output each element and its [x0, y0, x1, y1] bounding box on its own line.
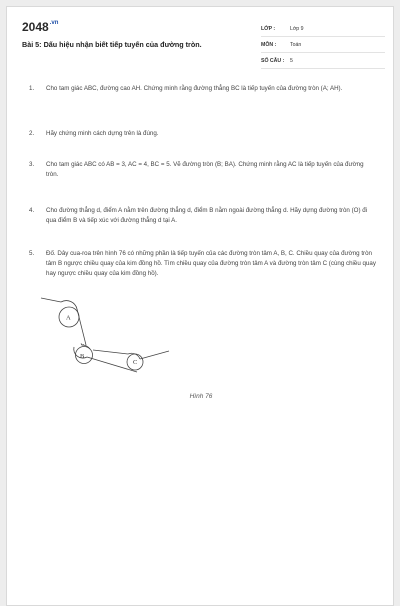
- logo-suffix: .vn: [49, 20, 59, 26]
- question-text: Đố. Dây cua-roa trên hình 76 có những phần là tiếp tuyến của các đường tròn tâm A, B, C. Chiều quay của đường tròn tâm B ngược chiều quay của kim đồng hồ. Tìm chiều quay của đường tròn tâm A và đường tròn tâm C (cùng chiều quay hay ngược chiều quay của kim đồng hồ).: [46, 250, 376, 277]
- label-b: B: [80, 353, 85, 360]
- question-2: [29, 129, 377, 139]
- rotation-arrowhead-b: [81, 344, 84, 346]
- site-logo[interactable]: [22, 20, 58, 34]
- label-a: A: [66, 314, 71, 322]
- meta-key: MÔN :: [261, 41, 277, 48]
- question-3: [29, 160, 377, 180]
- question-1: [29, 84, 377, 94]
- question-number: 3.: [29, 161, 35, 168]
- question-5: [29, 249, 377, 279]
- question-text: Cho tam giác ABC, đường cao AH. Chứng minh rằng đường thẳng BC là tiếp tuyến của đường tròn (A; AH).: [46, 85, 343, 92]
- meta-value: Lớp 9: [290, 25, 304, 32]
- logo-number: 2048: [22, 20, 49, 34]
- meta-row-subject: [261, 37, 385, 53]
- lesson-title: Bài 5: Dấu hiệu nhận biết tiếp tuyến của đường tròn.: [22, 40, 202, 49]
- meta-row-class: [261, 21, 385, 37]
- meta-value: Toán: [290, 41, 302, 48]
- belt-segment-bc-lower: [87, 357, 137, 372]
- belt-segment-left: [41, 298, 61, 302]
- question-4: [29, 206, 377, 226]
- question-text: Hãy chứng minh cách dựng trên là đúng.: [46, 130, 159, 137]
- meta-key: LỚP :: [261, 25, 276, 32]
- belt-segment-bc-upper: [93, 350, 128, 354]
- meta-key: SỐ CÂU :: [261, 57, 285, 64]
- belt-arc-a: [61, 301, 77, 309]
- question-number: 4.: [29, 207, 35, 214]
- question-number: 1.: [29, 85, 35, 92]
- belt-segment-right: [140, 351, 169, 359]
- meta-table: [261, 21, 385, 69]
- question-number: 2.: [29, 130, 35, 137]
- question-text: Cho đường thẳng d, điểm A nằm trên đường thẳng d, điểm B nằm ngoài đường thẳng d. Hãy dựng đường tròn (O) đi qua điểm B và tiếp xúc với đường thẳng d tại A.: [46, 207, 368, 224]
- label-c: C: [133, 359, 138, 366]
- meta-row-count: [261, 53, 385, 69]
- question-number: 5.: [29, 250, 35, 257]
- figure-caption: Hình 76: [189, 393, 213, 400]
- question-text: Cho tam giác ABC có AB = 3, AC = 4, BC = 5. Vẽ đường tròn (B; BA). Chứng minh rằng AC là tiếp tuyến của đường tròn.: [46, 161, 364, 178]
- meta-value: 5: [290, 57, 293, 64]
- belt-pulley-figure: [37, 295, 177, 385]
- worksheet-page: [6, 6, 394, 606]
